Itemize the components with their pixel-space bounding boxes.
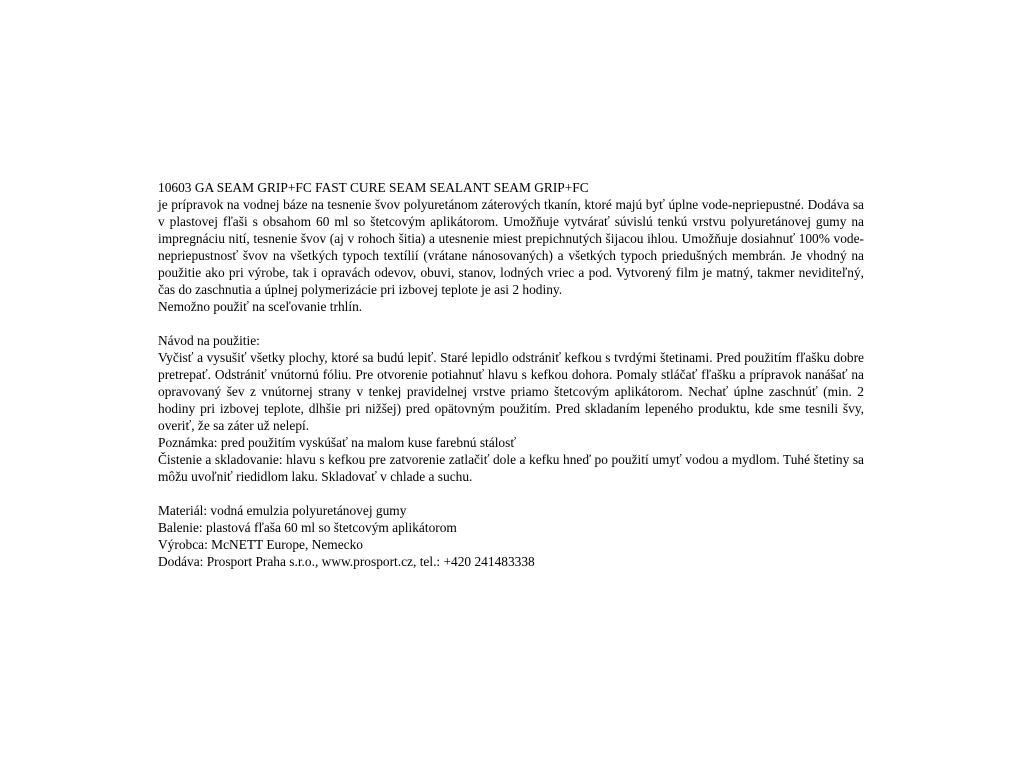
product-description-document [158,179,864,570]
description-paragraph: je prípravok na vodnej báze na tesnenie švov polyuretánom záterových tkanín, ktoré majú byť úplne vode-nepriepustné. Dodáva sa v plastovej fľaši s obsahom 60 ml so štetcovým aplikátorom. Umožňuje vytvárať súvislú tenkú vrstvu polyuretánovej gumy na impregnáciu nití, tesnenie švov (aj v rohoch šitia) a utesnenie miest prepichnutých šijacou ihlou. Umožňuje dosiahnuť 100% vode-nepriepustnosť švov na všetkých typoch textílií (vrátane nánosovaných) a všetkých typoch priedušných membrán. Je vhodný na použitie ako pri výrobe, tak i opravách odevov, obuvi, stanov, lodných vriec a pod. Vytvorený film je matný, takmer neviditeľný, čas do zaschnutia a úplnej polymerizácie pri izbovej teplote je asi 2 hodiny. [158,197,864,297]
instructions-remark: Poznámka: pred použitím vyskúšať na malom kuse farebnú stálosť [158,435,517,450]
spec-packaging: Balenie: plastová fľaša 60 ml so štetcovým aplikátorom [158,520,457,535]
instructions-heading: Návod na použitie: [158,333,260,348]
spacer [158,315,864,332]
product-title: 10603 GA SEAM GRIP+FC FAST CURE SEAM SEALANT SEAM GRIP+FC [158,180,589,195]
spec-manufacturer: Výrobca: McNETT Europe, Nemecko [158,537,364,552]
instructions-paragraph: Vyčisť a vysušiť všetky plochy, ktoré sa budú lepiť. Staré lepidlo odstrániť kefkou s tvrdými štetinami. Pred použitím fľašku dobre pretrepať. Odstrániť vnútornú fóliu. Pre otvorenie potiahnuť hlavu s kefkou dohora. Pomaly stláčať fľašku a prípravok nanášať na opravovaný šev z vnútornej strany v tenkej pravidelnej vrstve priamo štetcovým aplikátorom. Nechať úplne zaschnúť (min. 2 hodiny pri izbovej teplote, dlhšie pri nižšej) pred opätovným použitím. Pred skladaním lepeného produktu, kde sme tesnili švy, overiť, že sa záter už nelepí. [158,350,864,433]
cleaning-paragraph: Čistenie a skladovanie: hlavu s kefkou pre zatvorenie zatlačiť dole a kefku hneď po použití umyť vodou a mydlom. Tuhé štetiny sa môžu uvoľniť riedidlom laku. Skladovať v chlade a suchu. [158,452,864,484]
description-note: Nemožno použiť na sceľovanie trhlín. [158,299,363,314]
spacer [158,485,864,502]
spec-material: Materiál: vodná emulzia polyuretánovej gumy [158,503,407,518]
spec-supplier: Dodáva: Prosport Praha s.r.o., www.prosport.cz, tel.: +420 241483338 [158,554,535,569]
